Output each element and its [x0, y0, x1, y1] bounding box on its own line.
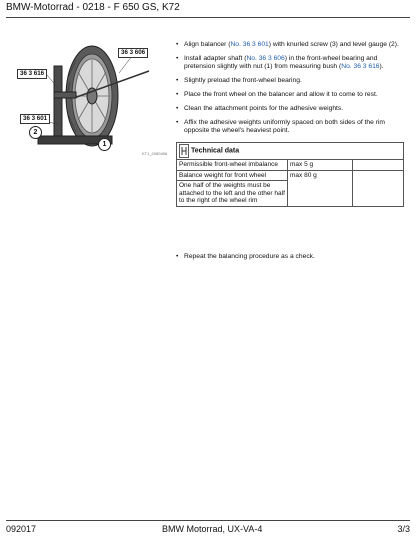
procedure-step — [176, 119, 406, 135]
table-cell-value: max 80 g — [288, 170, 353, 206]
bullet: • — [176, 77, 179, 84]
footer-page-number: 3/3 — [397, 524, 410, 534]
procedure-steps — [176, 41, 406, 141]
table-row — [177, 170, 404, 181]
technical-data-header — [177, 143, 404, 160]
document-title: BMW-Motorrad - 0218 - F 650 GS, K72 — [6, 2, 180, 13]
step-text: Slightly preload the front-wheel bearing. — [184, 77, 302, 84]
final-step — [176, 253, 414, 261]
step-text: ) in the front-wheel bearing and pretension slightly with nut (1) from measuring bush ( — [184, 55, 378, 70]
page-footer — [6, 520, 410, 539]
step-text: Clean the attachment points for the adhesive weights. — [184, 105, 344, 112]
step-text: Install adapter shaft ( — [184, 55, 247, 62]
table-cell-blank — [353, 160, 404, 171]
bullet: • — [176, 91, 179, 98]
procedure-step — [176, 55, 406, 71]
step-text: ). — [379, 63, 384, 70]
table-cell-blank — [353, 170, 404, 206]
table-cell-label: Balance weight for front wheel — [177, 170, 288, 181]
table-cell-label: One half of the weights must be attached to the left and the other half to the right of the wheel rim — [177, 181, 288, 207]
bullet: • — [176, 253, 179, 260]
callout-adapter-shaft: 36 3 606 — [118, 48, 148, 58]
wrench-icon — [179, 144, 189, 158]
procedure-step — [176, 105, 406, 113]
bullet: • — [176, 41, 179, 48]
image-code: KT1_2080456 — [142, 151, 168, 156]
callout-circle-1: 1 — [98, 138, 111, 151]
page-header — [6, 0, 410, 18]
tool-reference-link[interactable]: No. 36 3 616 — [341, 63, 380, 70]
procedure-step — [176, 77, 406, 85]
step-text: ) with knurled screw (3) and level gauge (2). — [268, 41, 399, 48]
table-cell-value: max 5 g — [288, 160, 353, 171]
callout-circle-2: 2 — [29, 126, 42, 139]
callout-balancer: 36 3 601 — [20, 114, 50, 124]
step-text: Affix the adhesive weights uniformly spaced on both sides of the rim opposite the wheel's heaviest point. — [184, 119, 385, 134]
wheel-balancer-figure — [14, 38, 168, 156]
procedure-step — [176, 91, 406, 99]
tool-reference-link[interactable]: No. 36 3 601 — [230, 41, 269, 48]
procedure-step — [176, 41, 406, 49]
technical-data-title: Technical data — [191, 147, 240, 155]
bullet: • — [176, 105, 179, 112]
final-step-text: Repeat the balancing procedure as a check. — [184, 253, 315, 260]
callout-measuring-bush: 36 3 616 — [17, 69, 47, 79]
step-text: Place the front wheel on the balancer and allow it to come to rest. — [184, 91, 378, 98]
technical-data-table — [176, 142, 404, 207]
footer-date: 092017 — [6, 524, 37, 534]
step-text: Align balancer ( — [184, 41, 231, 48]
tool-reference-link[interactable]: No. 36 3 606 — [246, 55, 285, 62]
bullet: • — [176, 119, 179, 126]
table-cell-label: Permissible front-wheel imbalance — [177, 160, 288, 171]
footer-publisher: BMW Motorrad, UX-VA-4 — [162, 524, 263, 534]
table-row — [177, 160, 404, 171]
bullet: • — [176, 55, 179, 62]
